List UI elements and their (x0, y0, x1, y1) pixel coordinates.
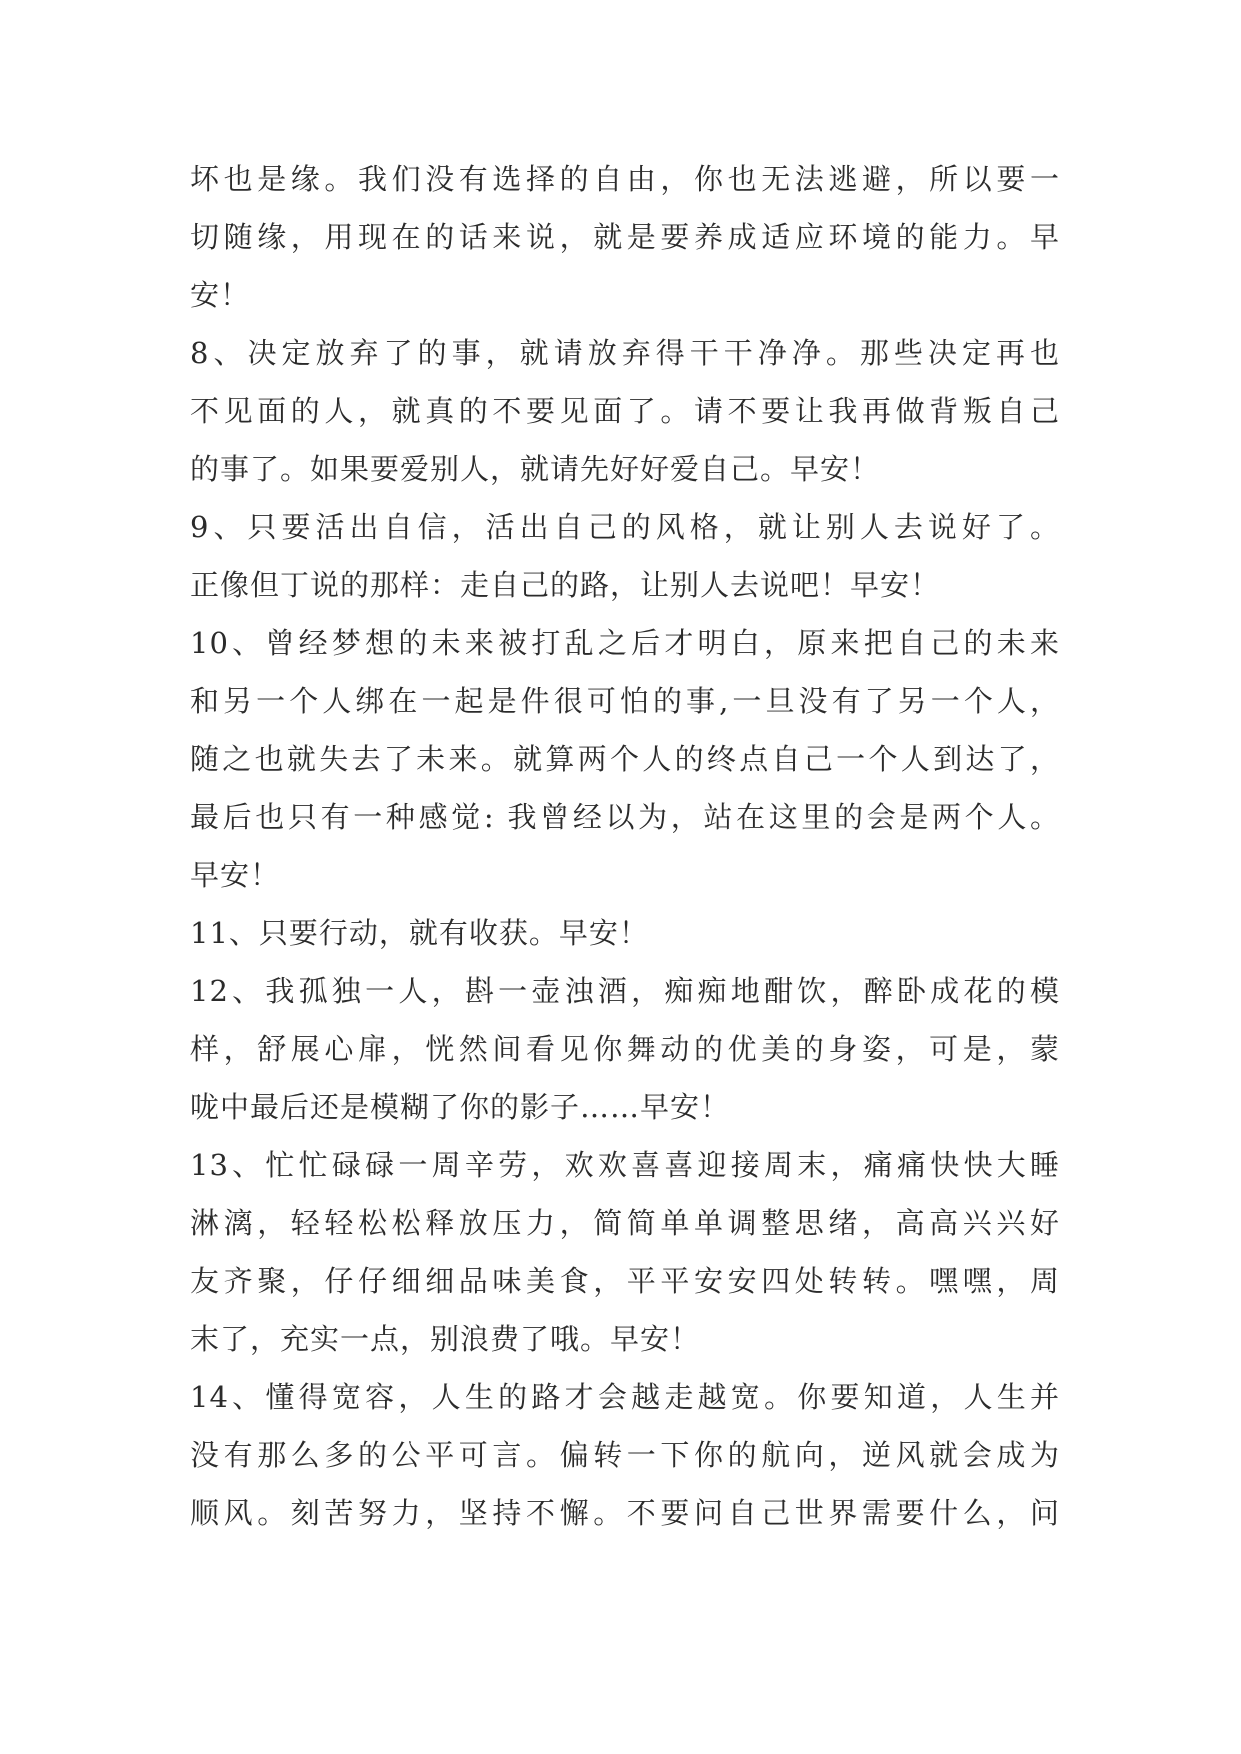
text-line: 最后也只有一种感觉: 我曾经以为，站在这里的会是两个人。 (190, 800, 1060, 834)
text-line: 10、曾经梦想的未来被打乱之后才明白，原来把自己的未来 (190, 626, 1060, 660)
text-line: 淋漓，轻轻松松释放压力，简简单单调整思绪，高高兴兴好 (190, 1206, 1060, 1240)
text-line: 11、只要行动，就有收获。早安！ (190, 916, 649, 950)
text-line: 随之也就失去了未来。就算两个人的终点自己一个人到达了， (190, 742, 1060, 776)
text-line: 8、决定放弃了的事，就请放弃得干干净净。那些决定再也 (190, 336, 1060, 370)
text-line: 9、只要活出自信，活出自己的风格，就让别人去说好了。 (190, 510, 1060, 544)
text-line: 的事了。如果要爱别人，就请先好好爱自己。早安！ (190, 452, 881, 486)
text-line: 正像但丁说的那样：走自己的路，让别人去说吧！早安！ (190, 568, 941, 602)
text-line: 12、我孤独一人，斟一壶浊酒，痴痴地酣饮，醉卧成花的模 (190, 974, 1060, 1008)
text-line: 安！ (190, 278, 251, 312)
text-line: 坏也是缘。我们没有选择的自由，你也无法逃避，所以要一 (190, 162, 1060, 196)
text-line: 13、忙忙碌碌一周辛劳，欢欢喜喜迎接周末，痛痛快快大睡 (190, 1148, 1060, 1182)
text-line: 14、懂得宽容，人生的路才会越走越宽。你要知道，人生并 (190, 1380, 1060, 1414)
text-line: 切随缘，用现在的话来说，就是要养成适应环境的能力。早 (190, 220, 1060, 254)
text-line: 咙中最后还是模糊了你的影子……早安！ (190, 1090, 731, 1124)
text-line: 不见面的人，就真的不要见面了。请不要让我再做背叛自己 (190, 394, 1060, 428)
text-line: 早安！ (190, 858, 281, 892)
text-line: 友齐聚，仔仔细细品味美食，平平安安四处转转。嘿嘿，周 (190, 1264, 1060, 1298)
text-line: 和另一个人绑在一起是件很可怕的事,一旦没有了另一个人， (190, 684, 1060, 718)
text-line: 样，舒展心扉，恍然间看见你舞动的优美的身姿，可是，蒙 (190, 1032, 1060, 1066)
text-line: 末了，充实一点，别浪费了哦。早安！ (190, 1322, 701, 1356)
text-line: 没有那么多的公平可言。偏转一下你的航向，逆风就会成为 (190, 1438, 1060, 1472)
body-text (190, 150, 1060, 1542)
text-line: 顺风。刻苦努力，坚持不懈。不要问自己世界需要什么，问 (190, 1496, 1060, 1530)
